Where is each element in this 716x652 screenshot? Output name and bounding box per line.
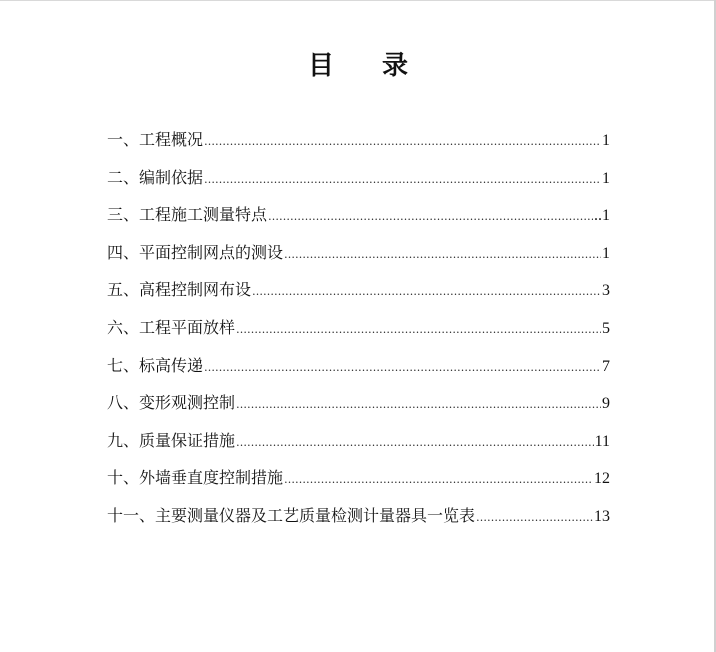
- toc-entry-label: 八、变形观测控制: [107, 393, 236, 413]
- toc-entry-label: 三、工程施工测量特点: [107, 205, 268, 225]
- title-char-2: 录: [382, 51, 409, 81]
- toc-entry-label: 四、平面控制网点的测设: [107, 242, 284, 262]
- toc-entry: [107, 164, 610, 202]
- page-title: [0, 48, 716, 84]
- toc-leader-dots: [236, 429, 594, 457]
- toc-entry-page: 3: [602, 282, 610, 300]
- toc-entry-page: 13: [594, 507, 610, 525]
- toc-entry-page: 11: [594, 432, 610, 450]
- toc-entry-label: 一、工程概况: [107, 130, 204, 149]
- toc-leader-dots: [236, 316, 601, 344]
- toc-leader-dots: [204, 128, 601, 156]
- table-of-contents: [107, 126, 610, 540]
- toc-leader-dots: [268, 203, 593, 231]
- toc-entry-label: 十、外墙垂直度控制措施: [107, 468, 284, 488]
- toc-entry: [107, 464, 610, 502]
- toc-entry: [107, 502, 610, 540]
- toc-entry-page: ..1: [594, 207, 610, 225]
- toc-entry-page: 1: [602, 244, 610, 262]
- page-top-border: [0, 0, 716, 1]
- toc-entry-page: 1: [602, 169, 610, 187]
- toc-entry-page: 1: [602, 132, 610, 149]
- toc-entry-label: 十一、主要测量仪器及工艺质量检测计量器具一览表: [107, 505, 476, 525]
- toc-leader-dots: [236, 391, 601, 419]
- toc-entry: [107, 239, 610, 277]
- toc-leader-dots: [284, 241, 601, 269]
- toc-entry-page: 12: [594, 470, 610, 488]
- toc-leader-dots: [252, 278, 601, 306]
- toc-entry: [107, 427, 610, 465]
- toc-entry-label: 七、标高传递: [107, 355, 204, 375]
- toc-leader-dots: [204, 166, 601, 194]
- toc-entry-label: 九、质量保证措施: [107, 430, 236, 450]
- toc-leader-dots: [476, 504, 593, 532]
- toc-entry: [107, 314, 610, 352]
- toc-entry: [107, 126, 610, 164]
- toc-entry: [107, 352, 610, 390]
- toc-entry: [107, 201, 610, 239]
- toc-entry-page: 9: [602, 395, 610, 413]
- toc-entry-page: 7: [602, 357, 610, 375]
- toc-entry-label: 二、编制依据: [107, 167, 204, 187]
- toc-entry: [107, 276, 610, 314]
- toc-leader-dots: [204, 354, 601, 382]
- toc-entry-page: 5: [602, 319, 610, 337]
- toc-entry-label: 六、工程平面放样: [107, 317, 236, 337]
- toc-entry-label: 五、高程控制网布设: [107, 280, 252, 300]
- toc-entry: [107, 389, 610, 427]
- toc-leader-dots: [284, 466, 593, 494]
- title-char-1: 目: [307, 51, 334, 81]
